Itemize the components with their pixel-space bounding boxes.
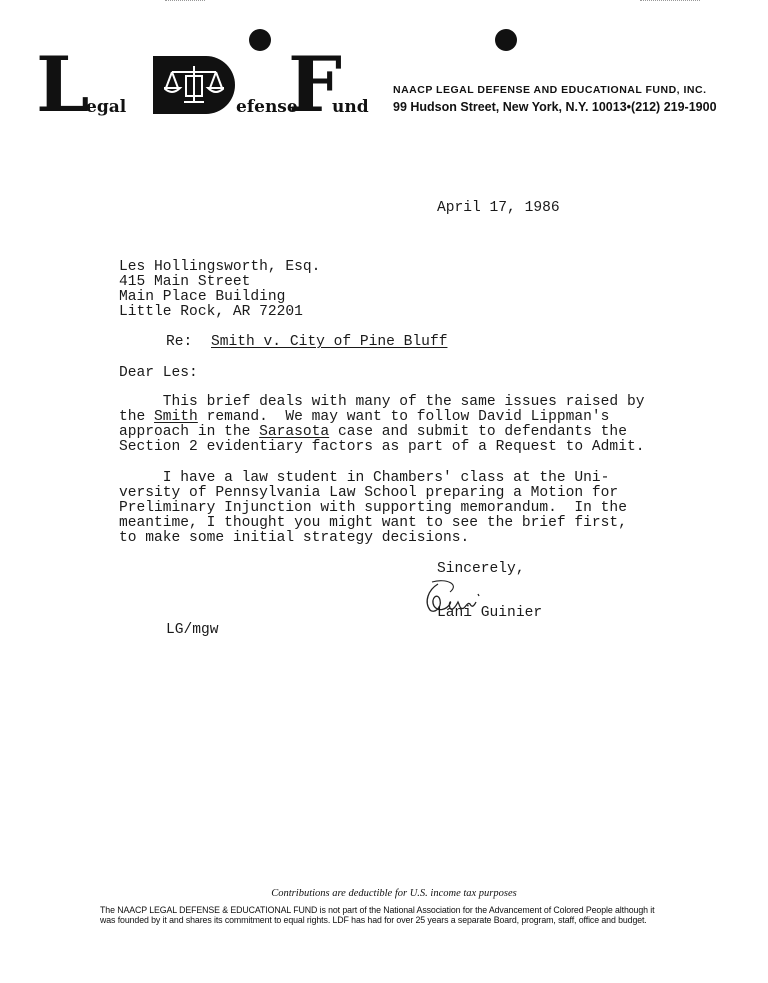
paragraph-1-line-1: This brief deals with many of the same issues raised by [119,394,645,410]
text-run: the [119,409,155,425]
recipient-building: Main Place Building [119,289,286,305]
paragraph-2-line-5: to make some initial strategy decisions. [119,530,470,546]
paragraph-2-line-4: meantime, I thought you might want to see the brief first, [119,515,627,531]
logo-word-egal: egal [86,97,127,117]
ldf-logo [36,40,376,129]
tax-deduction-note: Contributions are deductible for U.S. income tax purposes [271,888,517,899]
footer-disclaimer [100,905,700,925]
logo-word-efense: efense [236,97,298,117]
paragraph-1-line-4: Section 2 evidentiary factors as part of a Request to Admit. [119,439,645,455]
logo-letter-f: F [288,40,340,129]
disclaimer-line-2: was founded by it and shares its commitment to equal rights. LDF has had for over 25 years a separate Board, program, staff, office and budget. [100,915,647,925]
re-label: Re: [166,334,193,350]
recipient-name: Les Hollingsworth, Esq. [119,259,321,275]
paragraph-2-line-2: versity of Pennsylvania Law School preparing a Motion for [119,485,619,501]
letter-date: April 17, 1986 [437,200,560,216]
paragraph-2-line-1: I have a law student in Chambers' class at the Uni- [119,470,610,486]
paragraph-1-line-3 [119,425,627,440]
signer-name: Lani Guinier [437,605,543,621]
re-subject: Smith v. City of Pine Bluff [211,334,448,350]
recipient-street: 415 Main Street [119,274,251,290]
scan-mark [640,0,700,4]
organization-info [393,84,717,115]
organization-address: 99 Hudson Street, New York, N.Y. 10013•(212) 219-1900 [393,100,717,114]
disclaimer-line-1: The NAACP LEGAL DEFENSE & EDUCATIONAL FUND is not part of the National Association for the Advancement of Colored People although it [100,905,655,915]
scales-of-justice-icon [164,62,224,108]
paragraph-2-line-3: Preliminary Injunction with supporting memorandum. In the [119,500,627,516]
paragraph-1-line-2 [119,410,609,425]
text-run: remand. We may want to follow David Lippman's [197,409,610,425]
text-run: approach in the [119,424,260,440]
scan-mark [165,0,205,4]
closing: Sincerely, [437,561,525,577]
case-name-smith: Smith [154,409,198,425]
logo-letter-l: L [36,40,88,129]
recipient-city: Little Rock, AR 72201 [119,304,303,320]
logo-word-und: und [332,97,369,117]
text-run: case and submit to defendants the [329,424,627,440]
punch-hole [495,29,517,51]
case-name-sarasota: Sarasota [259,424,330,440]
punch-hole [249,29,271,51]
organization-name: NAACP LEGAL DEFENSE AND EDUCATIONAL FUND, INC. [393,84,707,96]
salutation: Dear Les: [119,365,198,381]
typist-initials: LG/mgw [166,622,219,638]
